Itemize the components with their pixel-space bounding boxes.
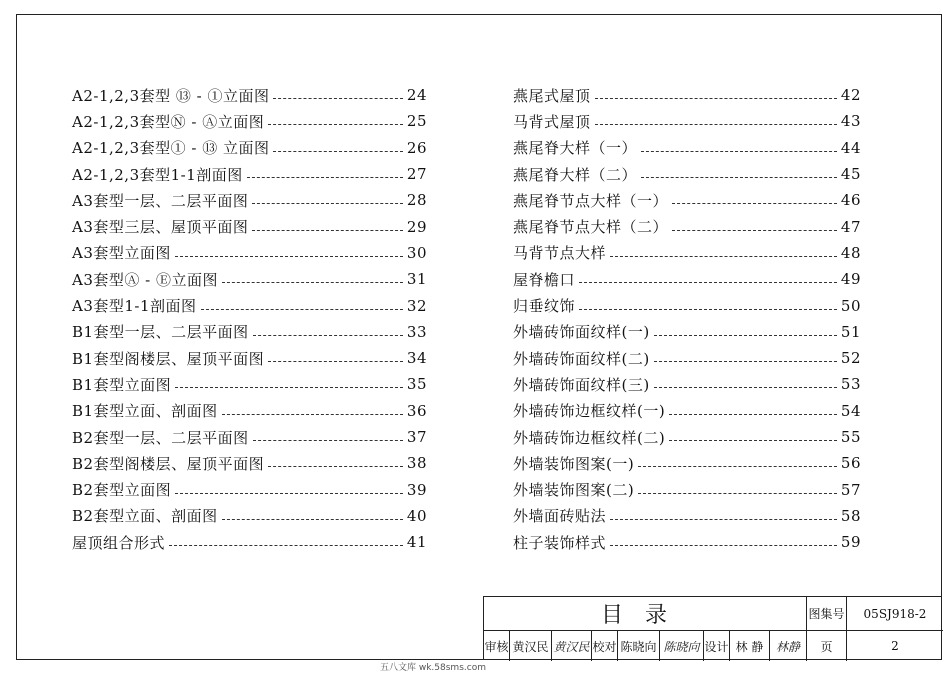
toc-entry (513, 476, 861, 502)
toc-leader-line (268, 360, 403, 362)
toc-leader-line (669, 413, 837, 415)
toc-entry-title: 外墙砖饰面纹样(三) (513, 375, 650, 394)
toc-entry-page: 53 (840, 375, 861, 394)
toc-entry-page: 33 (406, 322, 427, 341)
toc-entry-title: A3套型Ⓐ - Ⓔ立面图 (72, 270, 218, 289)
toc-entry-title: 燕尾脊节点大样（一） (513, 191, 669, 210)
toc-entry-title: 归垂纹饰 (513, 297, 576, 316)
toc-entry-title: 外墙装饰图案(二) (513, 481, 635, 500)
toc-left-column (72, 82, 427, 555)
toc-entry-title: A3套型1-1剖面图 (72, 297, 197, 316)
toc-leader-line (579, 308, 837, 310)
toc-leader-line (268, 465, 403, 467)
toc-leader-line (222, 281, 403, 283)
toc-entry-page: 31 (406, 270, 427, 289)
toc-entry (72, 345, 427, 371)
toc-leader-line (201, 308, 403, 310)
toc-entry-page: 55 (840, 428, 861, 446)
review-signature: 黄汉民 (552, 631, 592, 661)
toc-entry-page: 39 (406, 480, 427, 499)
toc-entry (513, 213, 861, 239)
toc-entry (513, 424, 861, 450)
toc-entry-page: 48 (840, 243, 861, 262)
toc-leader-line (672, 202, 837, 204)
toc-entry-title: 外墙砖饰边框纹样(一) (513, 402, 666, 421)
toc-entry-page: 27 (406, 165, 427, 184)
toc-entry-page: 35 (406, 375, 427, 394)
toc-entry-page: 42 (840, 86, 861, 105)
page-label: 页 (807, 631, 847, 661)
toc-entry-page: 52 (840, 349, 861, 368)
toc-entry-page: 36 (406, 401, 427, 420)
toc-entry-page: 59 (840, 533, 861, 552)
toc-entry-page: 54 (840, 401, 861, 420)
toc-entry-page: 51 (840, 322, 861, 341)
toc-entry-page: 56 (840, 454, 861, 473)
toc-entry (72, 529, 427, 555)
toc-entry-title: A3套型三层、屋顶平面图 (72, 218, 249, 237)
toc-entry (513, 82, 861, 108)
toc-entry-title: B1套型阁楼层、屋顶平面图 (72, 349, 265, 368)
toc-entry-title: B1套型立面、剖面图 (72, 402, 218, 421)
toc-entry (72, 161, 427, 187)
toc-entry (72, 187, 427, 213)
watermark-text: 五八文库 wk.58sms.com (380, 663, 486, 673)
design-signature: 林静 (770, 631, 807, 661)
toc-entry (72, 424, 427, 450)
toc-entry-page: 38 (406, 454, 427, 473)
toc-leader-line (252, 202, 403, 204)
toc-entry-page: 46 (840, 191, 861, 210)
toc-leader-line (175, 492, 403, 494)
toc-entry-page: 44 (840, 138, 861, 157)
toc-entry-title: 屋脊檐口 (513, 270, 576, 289)
toc-entry-page: 43 (840, 112, 861, 131)
toc-entry (72, 450, 427, 476)
toc-entry (513, 135, 861, 161)
toc-entry (513, 371, 861, 397)
toc-entry (72, 476, 427, 502)
toc-leader-line (579, 281, 837, 283)
toc-entry-title: B1套型立面图 (72, 375, 172, 394)
toc-entry (513, 161, 861, 187)
toc-entry (513, 240, 861, 266)
toc-leader-line (638, 465, 837, 467)
toc-leader-line (595, 123, 837, 125)
toc-entry (72, 319, 427, 345)
toc-entry (72, 398, 427, 424)
toc-entry (72, 108, 427, 134)
toc-entry-title: 外墙装饰图案(一) (513, 454, 635, 473)
toc-entry-page: 58 (840, 506, 861, 525)
toc-entry-page: 57 (840, 480, 861, 499)
toc-leader-line (654, 334, 837, 336)
toc-entry (513, 529, 861, 555)
review-name: 黄汉民 (510, 631, 552, 661)
toc-entry-title: 马背节点大样 (513, 244, 607, 263)
page-title: 目录 (484, 597, 807, 631)
toc-entry-title: A2-1,2,3套型Ⓝ - Ⓐ立面图 (72, 112, 265, 131)
toc-entry-page: 30 (406, 243, 427, 262)
toc-leader-line (222, 413, 403, 415)
toc-leader-line (253, 439, 403, 441)
toc-entry-page: 47 (840, 217, 861, 236)
toc-entry-page: 26 (406, 138, 427, 157)
toc-entry-page: 24 (406, 86, 427, 105)
toc-entry-page: 32 (406, 296, 427, 315)
toc-entry (513, 266, 861, 292)
toc-entry-title: A3套型一层、二层平面图 (72, 191, 249, 210)
toc-entry-title: A2-1,2,3套型① - ⑬ 立面图 (72, 139, 270, 158)
toc-entry (72, 292, 427, 318)
toc-entry-title: 燕尾式屋顶 (513, 86, 591, 105)
toc-entry (513, 108, 861, 134)
toc-entry-page: 29 (406, 217, 427, 236)
toc-entry (72, 266, 427, 292)
toc-leader-line (273, 97, 402, 99)
toc-entry-title: 燕尾脊大样（一） (513, 139, 638, 158)
toc-entry-title: 柱子装饰样式 (513, 533, 607, 552)
toc-leader-line (654, 386, 837, 388)
toc-entry-title: B1套型一层、二层平面图 (72, 323, 249, 342)
toc-entry-title: B2套型一层、二层平面图 (72, 428, 249, 447)
toc-leader-line (247, 176, 403, 178)
toc-leader-line (610, 544, 837, 546)
toc-leader-line (610, 518, 837, 520)
toc-entry-title: B2套型阁楼层、屋顶平面图 (72, 454, 265, 473)
toc-entry-title: 屋顶组合形式 (72, 533, 166, 552)
toc-entry-title: 外墙面砖贴法 (513, 507, 607, 526)
toc-entry-page: 45 (840, 165, 861, 184)
atlas-number: 05SJ918-2 (847, 597, 943, 631)
toc-leader-line (672, 229, 837, 231)
toc-entry-page: 50 (840, 296, 861, 315)
check-signature: 陈晓向 (660, 631, 704, 661)
title-block (483, 596, 942, 660)
toc-entry-page: 40 (406, 506, 427, 525)
toc-entry-page: 41 (406, 533, 427, 552)
design-label: 设计 (704, 631, 730, 661)
toc-entry-title: 外墙砖饰面纹样(二) (513, 349, 650, 368)
page-number: 2 (891, 639, 899, 653)
toc-leader-line (169, 544, 403, 546)
toc-entry (72, 82, 427, 108)
toc-entry-title: A3套型立面图 (72, 244, 171, 263)
toc-entry-page: 34 (406, 349, 427, 368)
toc-entry (72, 240, 427, 266)
toc-entry-title: 外墙砖饰面纹样(一) (513, 323, 650, 342)
design-name: 林 静 (730, 631, 770, 661)
toc-entry-page: 49 (840, 270, 861, 289)
toc-entry (513, 187, 861, 213)
toc-entry-page: 25 (406, 112, 427, 131)
toc-entry (513, 450, 861, 476)
toc-entry (72, 371, 427, 397)
toc-entry-title: B2套型立面、剖面图 (72, 507, 218, 526)
toc-entry (513, 345, 861, 371)
toc-leader-line (595, 97, 837, 99)
toc-leader-line (641, 176, 837, 178)
toc-entry (513, 398, 861, 424)
toc-entry-title: 燕尾脊大样（二） (513, 165, 638, 184)
toc-entry (513, 292, 861, 318)
toc-leader-line (268, 123, 403, 125)
atlas-label: 图集号 (807, 597, 847, 631)
toc-entry (72, 213, 427, 239)
toc-entry (513, 503, 861, 529)
toc-leader-line (273, 150, 402, 152)
toc-leader-line (175, 386, 403, 388)
toc-entry (72, 135, 427, 161)
toc-leader-line (175, 255, 403, 257)
toc-entry-title: 马背式屋顶 (513, 112, 591, 131)
toc-leader-line (610, 255, 837, 257)
toc-entry-title: B2套型立面图 (72, 481, 172, 500)
toc-leader-line (252, 229, 403, 231)
toc-leader-line (253, 334, 403, 336)
toc-entry-title: A2-1,2,3套型 ⑬ - ①立面图 (72, 86, 270, 105)
toc-leader-line (638, 492, 837, 494)
toc-entry (72, 503, 427, 529)
toc-entry-title: A2-1,2,3套型1-1剖面图 (72, 165, 243, 184)
review-label: 审核 (484, 631, 510, 661)
toc-leader-line (641, 150, 837, 152)
toc-entry-title: 燕尾脊节点大样（二） (513, 218, 669, 237)
toc-right-column (513, 82, 861, 555)
toc-entry-page: 28 (406, 191, 427, 210)
toc-entry (513, 319, 861, 345)
toc-entry-title: 外墙砖饰边框纹样(二) (513, 428, 666, 447)
check-name: 陈晓向 (618, 631, 660, 661)
toc-leader-line (669, 439, 837, 441)
check-label: 校对 (592, 631, 618, 661)
toc-entry-page: 37 (406, 428, 427, 446)
toc-leader-line (222, 518, 403, 520)
toc-leader-line (654, 360, 837, 362)
